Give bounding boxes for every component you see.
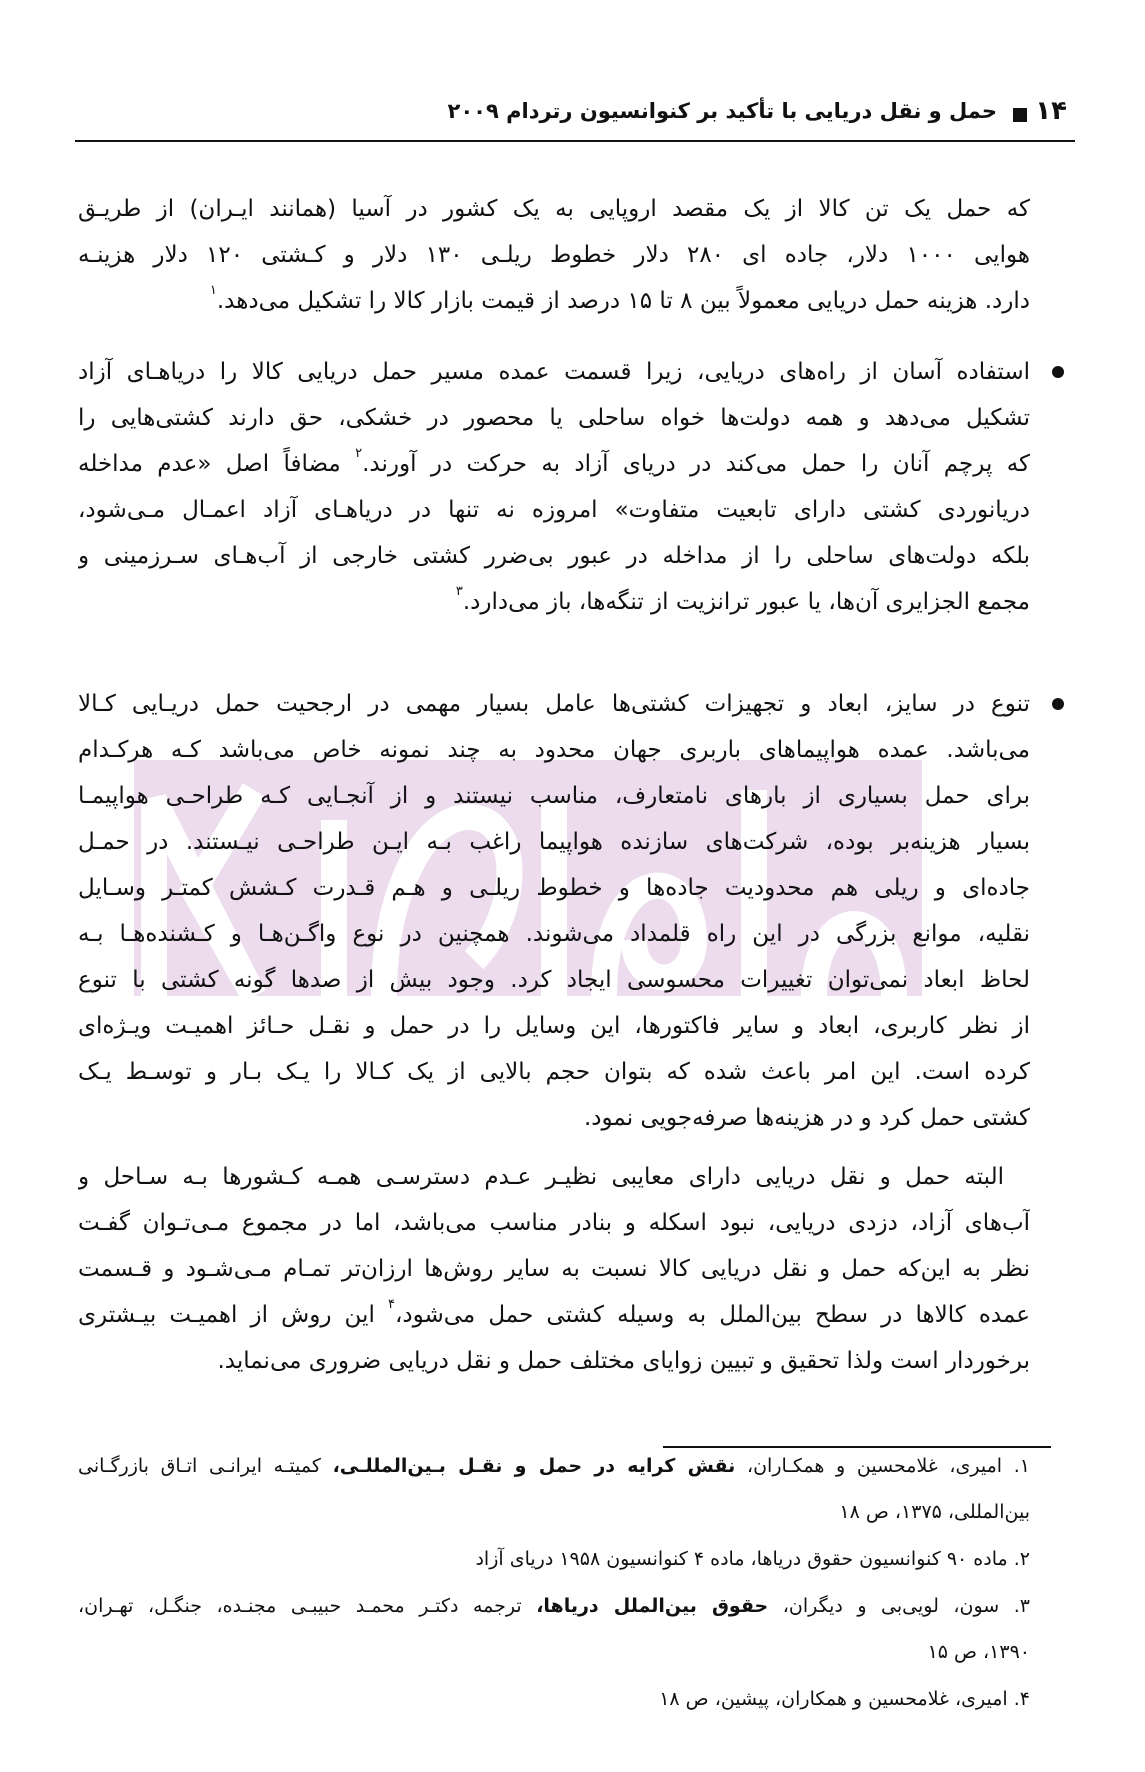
text-line bbox=[78, 441, 1030, 487]
text-line: بلکه دولت‌های ساحلی را از مداخله در عبور بی‌ضرر کشتی خارجی از آب‌هـای سـرزمینی و bbox=[78, 543, 1030, 569]
text-line-content: که پرچم آنان را حمل می‌کند در دریای آزاد به حرکت در آورند. bbox=[362, 451, 1030, 477]
text-line: هوایی ۱۰۰۰ دلار، جاده ای ۲۸۰ دلار خطوط ریلـی ۱۳۰ دلار و کـشتی ۱۲۰ دلار هزینـه bbox=[78, 242, 1030, 268]
text-line: تشکیل می‌دهد و همه دولت‌ها خواه ساحلی یا محصور در خشکی، حق دارند کشتی‌هایی را bbox=[78, 405, 1030, 431]
text-line: البته حمل و نقل دریایی دارای معایبی نظیـر عـدم دسترسـی همـه کـشورها بـه سـاحل و bbox=[78, 1164, 1004, 1190]
text-line: بسیار هزینه‌بر بوده، شرکت‌های سازنده هواپیما راغب بـه ایـن طراحـی نیـستند. در حمـل bbox=[78, 829, 1030, 855]
text-line: برای حمل بسیاری از بارهای نامتعارف، مناسب نیستند و از آنجـایی کـه طراحـی هواپیمـا bbox=[78, 783, 1030, 809]
footnote-line: ۴. امیری، غلامحسین و همکاران، پیشین، ص ۱۸ bbox=[659, 1688, 1030, 1710]
footnote-bold-title: حقوق بین‌الملل دریاها، bbox=[536, 1595, 769, 1617]
footnote-ref[interactable]: ۳ bbox=[455, 584, 463, 599]
footnote-line: ۲. ماده ۹۰ کنوانسیون حقوق دریاها، ماده ۴ کنوانسیون ۱۹۵۸ دریای آزاد bbox=[475, 1548, 1030, 1570]
text-line: برخوردار است ولذا تحقیق و تبیین زوایای مختلف حمل و نقل دریایی ضروری می‌نماید. bbox=[217, 1348, 1030, 1374]
footnote-ref[interactable]: ۴ bbox=[387, 1297, 395, 1312]
footnote-ref[interactable]: ۱ bbox=[209, 283, 217, 298]
text-line: لحاظ ابعاد نمی‌توان تغییرات محسوسی ایجاد کرد. وجود بیش از صدها گونه کشتی با تنوع bbox=[78, 967, 1030, 993]
running-header bbox=[75, 96, 1075, 142]
paragraph-3 bbox=[78, 1154, 1030, 1384]
footnote-prefix: ۱. امیری، غلامحسین و همکـاران، bbox=[746, 1455, 1030, 1477]
text-line: تنوع در سایز، ابعاد و تجهیزات کشتی‌ها عامل بسیار مهمی در ارجحیت حمل دریـایی کـالا bbox=[78, 691, 1030, 717]
footnote-3 bbox=[78, 1583, 1030, 1675]
text-line-content: این روش از اهمیـت بیـشتری bbox=[78, 1302, 375, 1328]
text-line-content: مجمع الجزایری آن‌ها، یا عبور ترانزیت از تنگه‌ها، باز می‌دارد. bbox=[462, 589, 1030, 615]
footnote-suffix: کمیتـه ایرانـی اتـاق بازرگـانی bbox=[78, 1455, 321, 1477]
text-line: نقلیه، موانع بزرگی در این راه قلمداد می‌شوند. همچنین در نوع واگـن‌هـا و کـشنده‌هـا بـه bbox=[78, 921, 1030, 947]
bullet-paragraph-2 bbox=[78, 681, 1030, 1141]
header-rule bbox=[75, 140, 1075, 142]
text-line: کشتی حمل کرد و در هزینه‌ها صرفه‌جویی نمود. bbox=[583, 1105, 1030, 1131]
footnote-line bbox=[78, 1443, 1030, 1489]
text-line: استفاده آسان از راه‌های دریایی، زیرا قسمت عمده مسیر حمل دریایی کالا را دریاهـای آزاد bbox=[78, 359, 1030, 385]
footnote-ref[interactable]: ۲ bbox=[355, 446, 363, 461]
text-line-content: مضافاً اصل «عدم مداخله bbox=[78, 451, 341, 477]
bullet-icon bbox=[1052, 698, 1064, 710]
text-line: کرده است. این امر باعث شده که بتوان حجم بالایی از یک کـالا را یـک بـار و توسـط یـک bbox=[78, 1059, 1030, 1085]
text-line: دریانوردی کشتی دارای تابعیت متفاوت» امروزه نه تنها در دریاهـای آزاد اعمـال مـی‌شود، bbox=[78, 497, 1030, 523]
text-line: می‌باشد. عمده هواپیماهای باربری جهان محدود به چند نمونه خاص می‌باشد کـه هرکـدام bbox=[78, 737, 1030, 763]
text-line bbox=[78, 579, 1030, 625]
footnote-suffix: ترجمه دکتـر محمـد حبیبـی مجنـده، جنگـل، تهـران، bbox=[78, 1595, 522, 1617]
text-line bbox=[78, 278, 1030, 324]
footnote-line bbox=[78, 1583, 1030, 1629]
text-line: نظر به این‌که حمل و نقل دریایی کالا نسبت به سایر روش‌ها ارزان‌تر تمـام مـی‌شـود و قـسمت bbox=[78, 1256, 1030, 1282]
bullet-icon bbox=[1052, 366, 1064, 378]
bullet-paragraph-1 bbox=[78, 349, 1030, 625]
footnote-line: ۱۳۹۰، ص ۱۵ bbox=[927, 1641, 1030, 1663]
footnote-prefix: ۳. سون، لویی‌بی و دیگران، bbox=[782, 1595, 1030, 1617]
black-square-icon bbox=[1013, 108, 1027, 122]
text-line bbox=[78, 1292, 1030, 1338]
footnote-4 bbox=[78, 1676, 1030, 1722]
text-line: که حمل یک تن کالا از یک مقصد اروپایی به یک کشور در آسیا (همانند ایـران) از طریـق bbox=[78, 196, 1030, 222]
text-line-content: دارد. هزینه حمل دریایی معمولاً بین ۸ تا ۱۵ درصد از قیمت بازار کالا را تشکیل می‌دهد. bbox=[216, 288, 1030, 314]
paragraph-1 bbox=[78, 186, 1030, 324]
text-line: جاده‌ای و ریلی هم محدودیت جاده‌ها و خطوط ریلـی و هـم قـدرت کـشش کمتـر وسـایل bbox=[78, 875, 1030, 901]
text-line: آب‌های آزاد، دزدی دریایی، نبود اسکله و بنادر مناسب می‌باشد، اما در مجموع مـی‌تـوان گفـت bbox=[78, 1210, 1030, 1236]
footnote-1 bbox=[78, 1443, 1030, 1535]
footnote-2 bbox=[78, 1536, 1030, 1582]
page-number: ۱۴ bbox=[1035, 96, 1067, 126]
footnote-bold-title: نقش کرایه در حمل و نقـل بـین‌المللـی، bbox=[332, 1455, 736, 1477]
running-title: حمل و نقل دریایی با تأکید بر کنوانسیون رتردام ۲۰۰۹ bbox=[447, 99, 997, 123]
text-line: از نظر کاربری، ابعاد و سایر فاکتورها، این وسایل را در حمل و نقـل حـائز اهمیـت ویـژه‌ای bbox=[78, 1013, 1030, 1039]
text-line-content: عمده کالاها در سطح بین‌الملل به وسیله کشتی حمل می‌شود، bbox=[394, 1302, 1030, 1328]
footnote-line: بین‌المللی، ۱۳۷۵، ص ۱۸ bbox=[839, 1501, 1030, 1523]
